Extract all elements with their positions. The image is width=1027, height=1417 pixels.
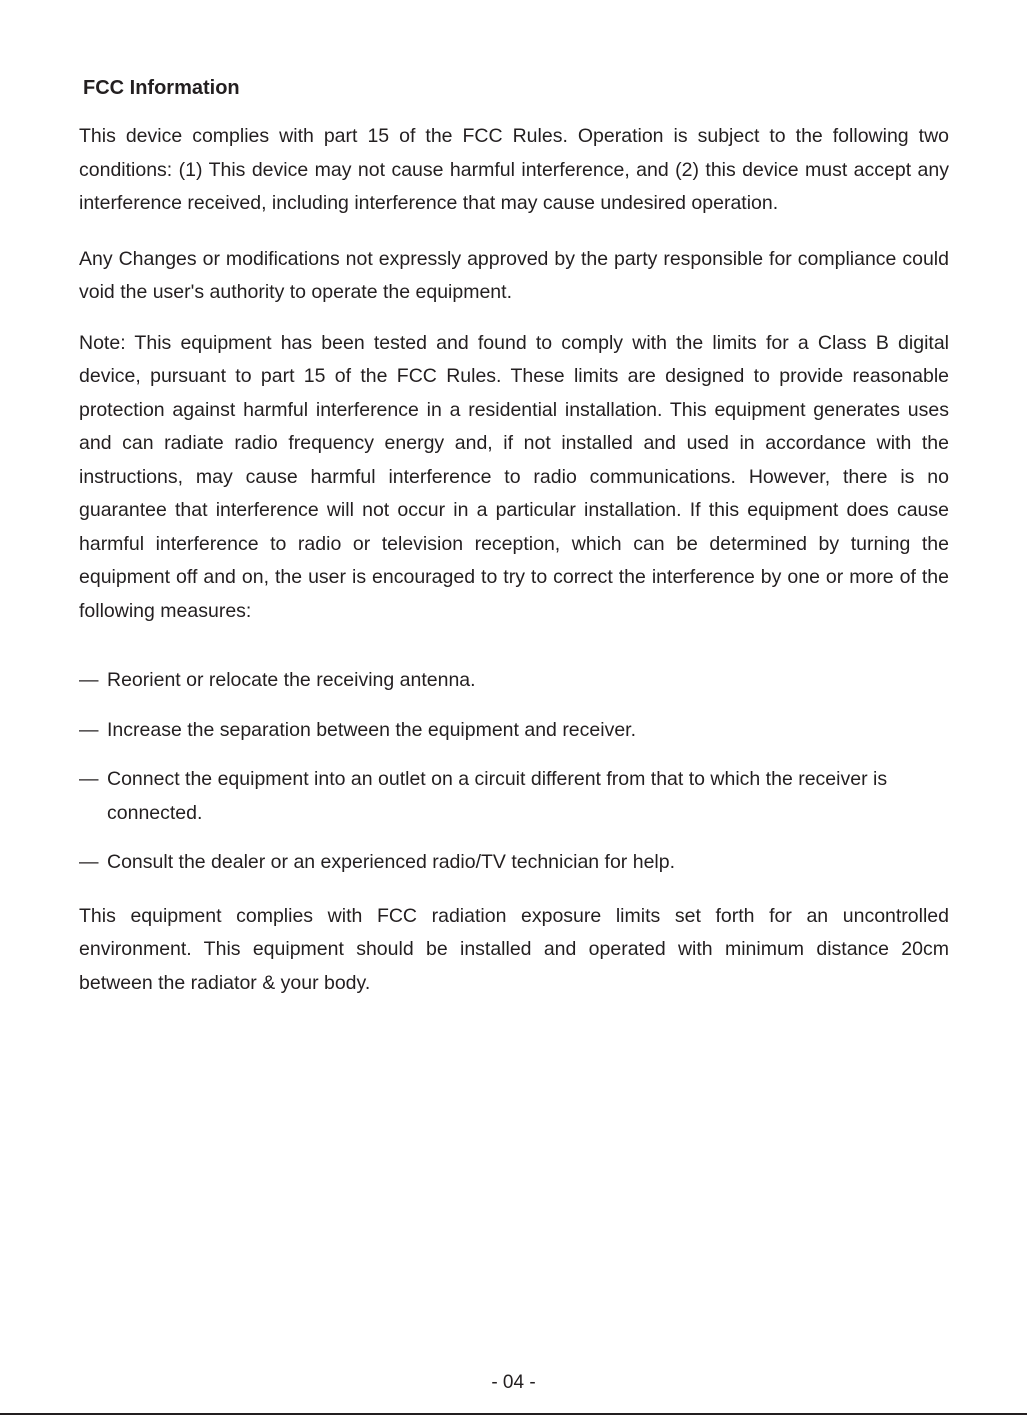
measure-text: Reorient or relocate the receiving antenna.: [107, 669, 476, 691]
measure-text: Connect the equipment into an outlet on a circuit different from that to which the receiver is connected.: [107, 768, 888, 824]
page-content: [79, 74, 949, 1000]
list-item: [79, 714, 949, 748]
class-b-note-paragraph: Note: This equipment has been tested and found to comply with the limits for a Class B digital device, pursuant to part 15 of the FCC Rules. These limits are designed to provide reasonable protection against harmful interference in a residential installation. This equipment generates uses and can radiate radio frequency energy and, if not installed and used in accordance with the instructions, may cause harmful interference to radio communications. However, there is no guarantee that interference will not occur in a particular installation. If this equipment does cause harmful interference to radio or television reception, which can be determined by turning the equipment off and on, the user is encouraged to try to correct the interference by one or more of the following measures:: [79, 331, 949, 622]
compliance-paragraph: This device complies with part 15 of the FCC Rules. Operation is subject to the following two conditions: (1) This device may not cause harmful interference, and (2) this device must accept any interference received, including interference that may cause undesired operation.: [79, 125, 949, 214]
list-item: [79, 846, 949, 880]
dash-bullet: —: [79, 851, 99, 873]
list-item: [79, 763, 949, 830]
measures-list: [79, 664, 949, 880]
page-number: - 04 -: [491, 1372, 536, 1393]
bottom-divider: [0, 1413, 1027, 1415]
list-item: [79, 664, 949, 698]
dash-bullet: —: [79, 718, 99, 741]
measure-text: Increase the separation between the equipment and receiver.: [107, 718, 637, 741]
dash-bullet: —: [79, 669, 99, 691]
radiation-exposure-paragraph: This equipment complies with FCC radiation exposure limits set forth for an uncontrolled environment. This equipment should be installed and operated with minimum distance 20cm between the radiator & your body.: [79, 904, 949, 994]
modifications-paragraph: Any Changes or modifications not expressly approved by the party responsible for compliance could void the user's authority to operate the equipment.: [79, 247, 949, 303]
dash-bullet: —: [79, 768, 99, 790]
section-heading: FCC Information: [83, 77, 240, 99]
measure-text: Consult the dealer or an experienced radio/TV technician for help.: [107, 851, 676, 873]
